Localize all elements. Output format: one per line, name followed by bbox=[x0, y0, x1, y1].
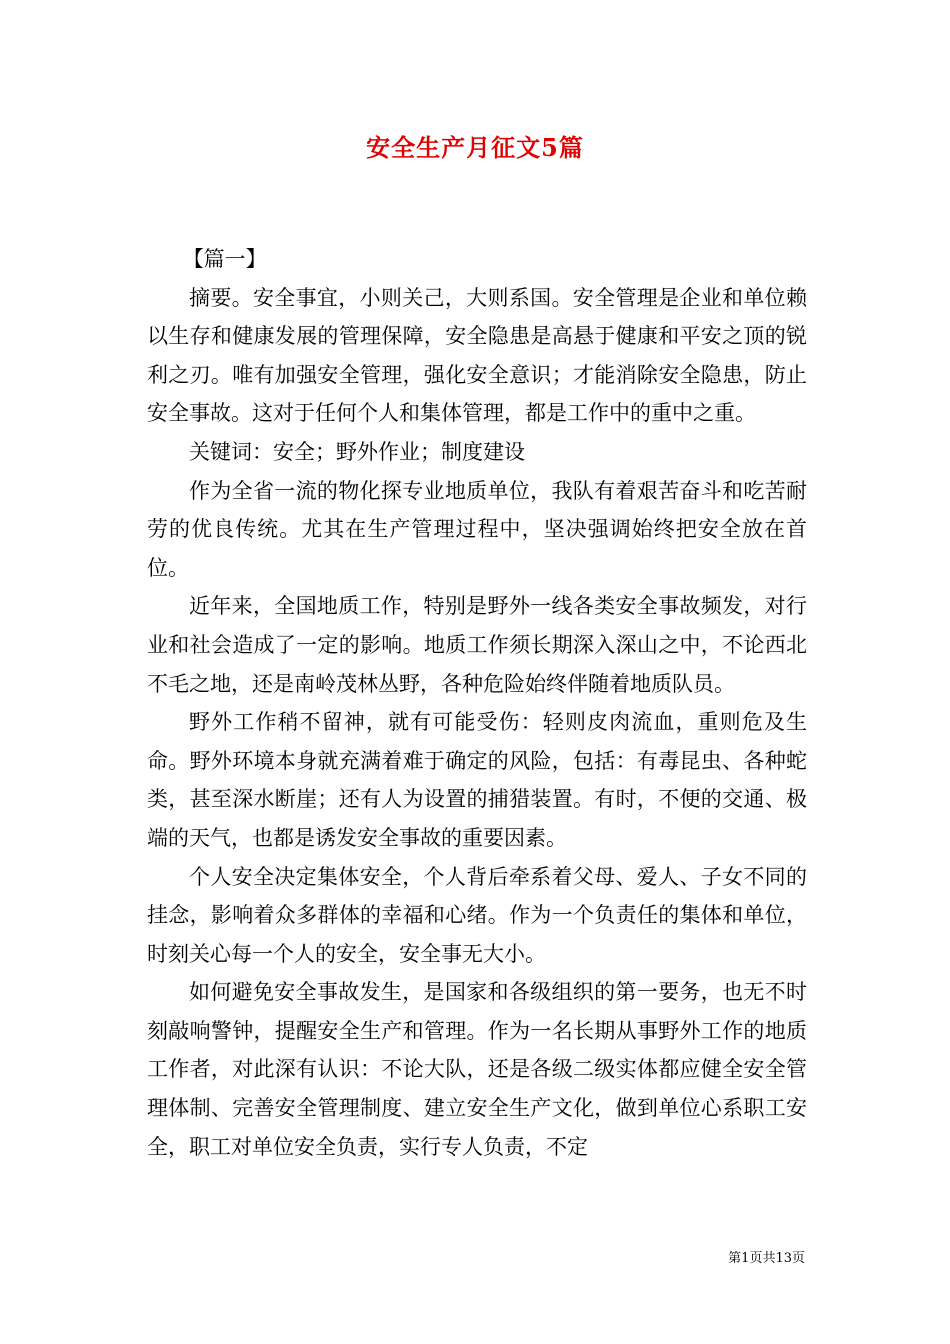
document-body bbox=[147, 240, 807, 1166]
paragraph-keywords: 关键词：安全；野外作业；制度建设 bbox=[189, 439, 525, 464]
section-heading: 【篇一】 bbox=[182, 247, 267, 271]
document-title: 安全生产月征文5篇 bbox=[366, 133, 584, 162]
paragraph: 近年来，全国地质工作，特别是野外一线各类安全事故频发，对行业和社会造成了一定的影响。地质工作须长期深入深山之中，不论西北不毛之地，还是南岭茂林丛野，各种危险始终伴随着地质队员。 bbox=[147, 594, 807, 696]
paragraph: 如何避免安全事故发生，是国家和各级组织的第一要务，也无不时刻敲响警钟，提醒安全生产和管理。作为一名长期从事野外工作的地质工作者，对此深有认识：不论大队，还是各级二级实体都应健全安全管理体制、完善安全管理制度、建立安全生产文化，做到单位心系职工安全，职工对单位安全负责，实行专人负责，不定 bbox=[147, 980, 807, 1159]
paragraph: 作为全省一流的物化探专业地质单位，我队有着艰苦奋斗和吃苦耐劳的优良传统。尤其在生产管理过程中，坚决强调始终把安全放在首位。 bbox=[147, 478, 807, 580]
paragraph-abstract: 摘要。安全事宜，小则关己，大则系国。安全管理是企业和单位赖以生存和健康发展的管理保障，安全隐患是高悬于健康和平安之顶的锐利之刃。唯有加强安全管理，强化安全意识；才能消除安全隐患，防止安全事故。这对于任何个人和集体管理，都是工作中的重中之重。 bbox=[147, 285, 807, 426]
paragraph: 野外工作稍不留神，就有可能受伤：轻则皮肉流血，重则危及生命。野外环境本身就充满着难于确定的风险，包括：有毒昆虫、各种蛇类，甚至深水断崖；还有人为设置的捕猎装置。有时，不便的交通、极端的天气，也都是诱发安全事故的重要因素。 bbox=[147, 710, 807, 850]
paragraph: 个人安全决定集体安全，个人背后牵系着父母、爱人、子女不同的挂念，影响着众多群体的幸福和心绪。作为一个负责任的集体和单位，时刻关心每一个人的安全，安全事无大小。 bbox=[147, 864, 807, 966]
page-number-footer: 第1页共13页 bbox=[728, 1251, 805, 1266]
